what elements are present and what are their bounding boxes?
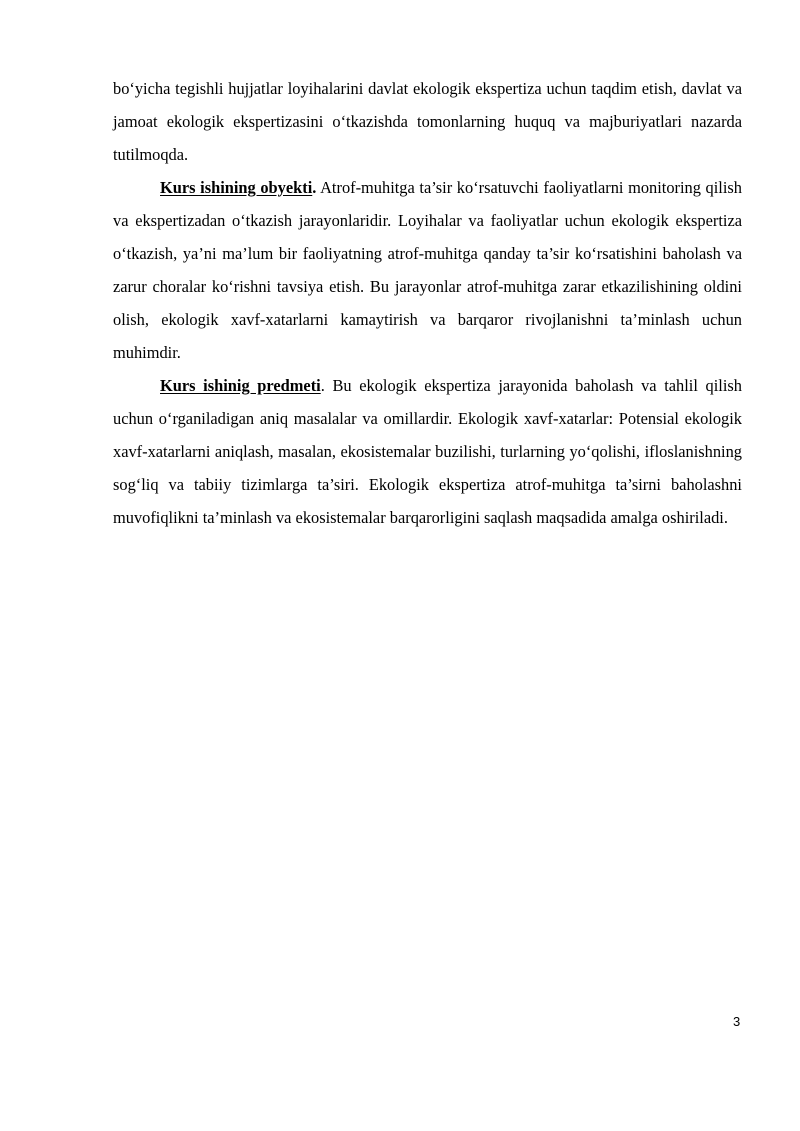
- term-course-object-period: .: [312, 178, 317, 197]
- paragraph-course-subject: [113, 369, 742, 534]
- paragraph-course-object: [113, 171, 742, 369]
- paragraph-course-object-text: Atrof-muhitga ta’sir ko‘rsatuvchi faoliyatlarni monitoring qilish va ekspertizadan o‘tkazish jarayonlaridir. Loyihalar va faoliyatlar uchun ekologik ekspertiza o‘tkazish, ya’ni ma’lum bir faoliyatning atrof-muhitga qanday ta’sir ko‘rsatishini baholash va zarur choralar ko‘rishni tavsiya etish. Bu jarayonlar atrof-muhitga zarar etkazilishining oldini olish, ekologik xavf-xatarlarni kamaytirish va barqaror rivojlanishni ta’minlash uchun muhimdir.: [113, 178, 742, 362]
- paragraph-continuation-text: bo‘yicha tegishli hujjatlar loyihalarini davlat ekologik ekspertiza uchun taqdim etish, davlat va jamoat ekologik ekspertizasini o‘tkazishda tomonlarning huquq va majburiyatlari nazarda tutilmoqda.: [113, 79, 742, 164]
- term-course-object: Kurs ishining obyekti: [160, 178, 313, 197]
- paragraph-continuation: [113, 72, 742, 171]
- paragraph-course-subject-text: . Bu ekologik ekspertiza jarayonida baholash va tahlil qilish uchun o‘rganiladigan aniq masalalar va omillardir. Ekologik xavf-xatarlar: Potensial ekologik xavf-xatarlarni aniqlash, masalan, ekosistemalar buzilishi, turlarning yo‘qolishi, ifloslanishning sog‘liq va tabiiy tizimlarga ta’siri. Ekologik ekspertiza atrof-muhitga ta’sirni baholashni muvofiqlikni ta’minlash va ekosistemalar barqarorligini saqlash maqsadida amalga oshiriladi.: [113, 376, 742, 527]
- document-page: [113, 72, 742, 534]
- page-number: 3: [733, 1014, 741, 1029]
- term-course-subject: Kurs ishinig predmeti: [160, 376, 321, 395]
